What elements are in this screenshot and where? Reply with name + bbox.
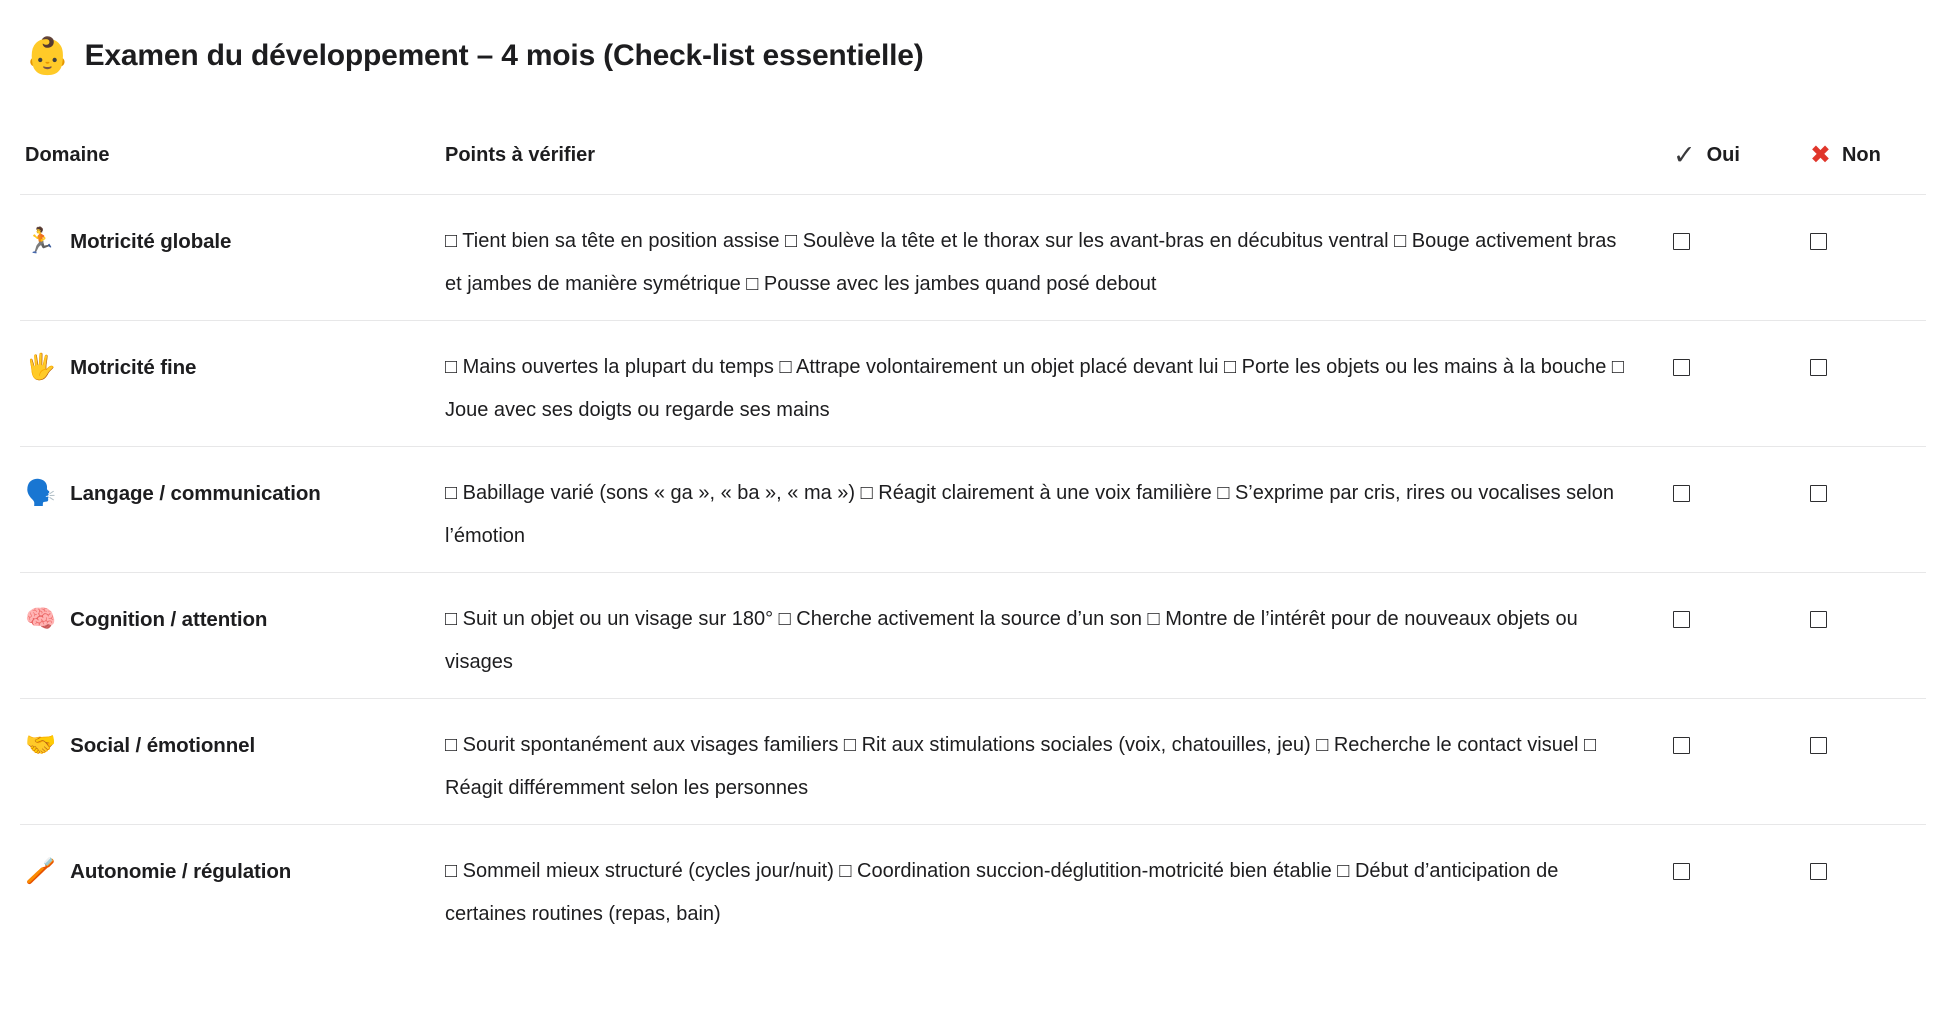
- non-cell: [1810, 472, 1926, 502]
- domain-cell: [20, 598, 445, 641]
- table-row-autonomie-regulation: [20, 825, 1926, 950]
- checkmark-icon: ✓: [1673, 140, 1696, 170]
- domain-label: Langage / communication: [70, 482, 321, 505]
- non-checkbox[interactable]: [1810, 737, 1827, 754]
- domain-cell: [20, 346, 445, 389]
- table-row-motricite-globale: [20, 195, 1926, 321]
- non-header-label: Non: [1841, 144, 1881, 166]
- points-text: □ Tient bien sa tête en position assise □ Soulève la tête et le thorax sur les avant-bras en décubitus ventral □ Bouge activement bras et jambes de manière symétrique □ Pousse avec les jambes quand posé debout: [445, 230, 1617, 295]
- table-row-cognition-attention: [20, 573, 1926, 699]
- oui-cell: [1673, 598, 1810, 628]
- brain-emoji: 🧠: [25, 605, 57, 633]
- runner-emoji: 🏃: [25, 227, 57, 255]
- table-row-social-emotionnel: [20, 699, 1926, 825]
- column-header-oui: [1673, 140, 1810, 170]
- table-header-row: [20, 140, 1926, 195]
- oui-cell: [1673, 346, 1810, 376]
- column-header-points: Points à vérifier: [445, 144, 596, 166]
- hand-emoji: 🖐️: [25, 353, 57, 381]
- oui-header-label: Oui: [1706, 144, 1740, 166]
- oui-cell: [1673, 724, 1810, 754]
- points-text: □ Sourit spontanément aux visages familiers □ Rit aux stimulations sociales (voix, chatouilles, jeu) □ Recherche le contact visuel □ Réagit différemment selon les personnes: [445, 734, 1597, 799]
- column-header-non: [1810, 140, 1926, 170]
- domain-label: Social / émotionnel: [70, 734, 256, 757]
- non-checkbox[interactable]: [1810, 485, 1827, 502]
- non-cell: [1810, 598, 1926, 628]
- points-text: □ Sommeil mieux structuré (cycles jour/nuit) □ Coordination succion-déglutition-motricité bien établie □ Début d’anticipation de certaines routines (repas, bain): [445, 860, 1559, 925]
- page-title-text: Examen du développement – 4 mois (Check-list essentielle): [84, 39, 924, 72]
- domain-label: Motricité fine: [70, 356, 197, 379]
- oui-checkbox[interactable]: [1673, 233, 1690, 250]
- domain-label: Cognition / attention: [70, 608, 268, 631]
- domain-label: Motricité globale: [70, 230, 232, 253]
- baby-emoji: 👶: [25, 35, 70, 76]
- non-cell: [1810, 346, 1926, 376]
- oui-cell: [1673, 472, 1810, 502]
- oui-checkbox[interactable]: [1673, 611, 1690, 628]
- non-checkbox[interactable]: [1810, 233, 1827, 250]
- non-checkbox[interactable]: [1810, 359, 1827, 376]
- table-row-motricite-fine: [20, 321, 1926, 447]
- oui-cell: [1673, 220, 1810, 250]
- points-text: □ Suit un objet ou un visage sur 180° □ Cherche activement la source d’un son □ Montre de l’intérêt pour de nouveaux objets ou visages: [445, 608, 1578, 673]
- toothbrush-emoji: 🪥: [25, 857, 57, 885]
- column-header-domaine: Domaine: [25, 144, 110, 166]
- speaking-head-emoji: 🗣️: [25, 479, 57, 507]
- oui-checkbox[interactable]: [1673, 359, 1690, 376]
- oui-checkbox[interactable]: [1673, 863, 1690, 880]
- domain-cell: [20, 472, 445, 515]
- points-text: □ Babillage varié (sons « ga », « ba », « ma ») □ Réagit clairement à une voix familière □ S’exprime par cris, rires ou vocalises selon l’émotion: [445, 482, 1614, 547]
- oui-cell: [1673, 850, 1810, 880]
- oui-checkbox[interactable]: [1673, 485, 1690, 502]
- page-title: [20, 34, 1926, 78]
- oui-checkbox[interactable]: [1673, 737, 1690, 754]
- domain-label: Autonomie / régulation: [70, 860, 292, 883]
- non-cell: [1810, 724, 1926, 754]
- checklist-table: [20, 140, 1926, 950]
- non-cell: [1810, 220, 1926, 250]
- non-checkbox[interactable]: [1810, 611, 1827, 628]
- handshake-emoji: 🤝: [25, 731, 57, 759]
- points-text: □ Mains ouvertes la plupart du temps □ Attrape volontairement un objet placé devant lui □ Porte les objets ou les mains à la bouche □ Joue avec ses doigts ou regarde ses mains: [445, 356, 1624, 421]
- non-cell: [1810, 850, 1926, 880]
- domain-cell: [20, 724, 445, 767]
- domain-cell: [20, 220, 445, 263]
- cross-icon: ✖: [1810, 141, 1831, 169]
- non-checkbox[interactable]: [1810, 863, 1827, 880]
- domain-cell: [20, 850, 445, 893]
- table-row-langage-communication: [20, 447, 1926, 573]
